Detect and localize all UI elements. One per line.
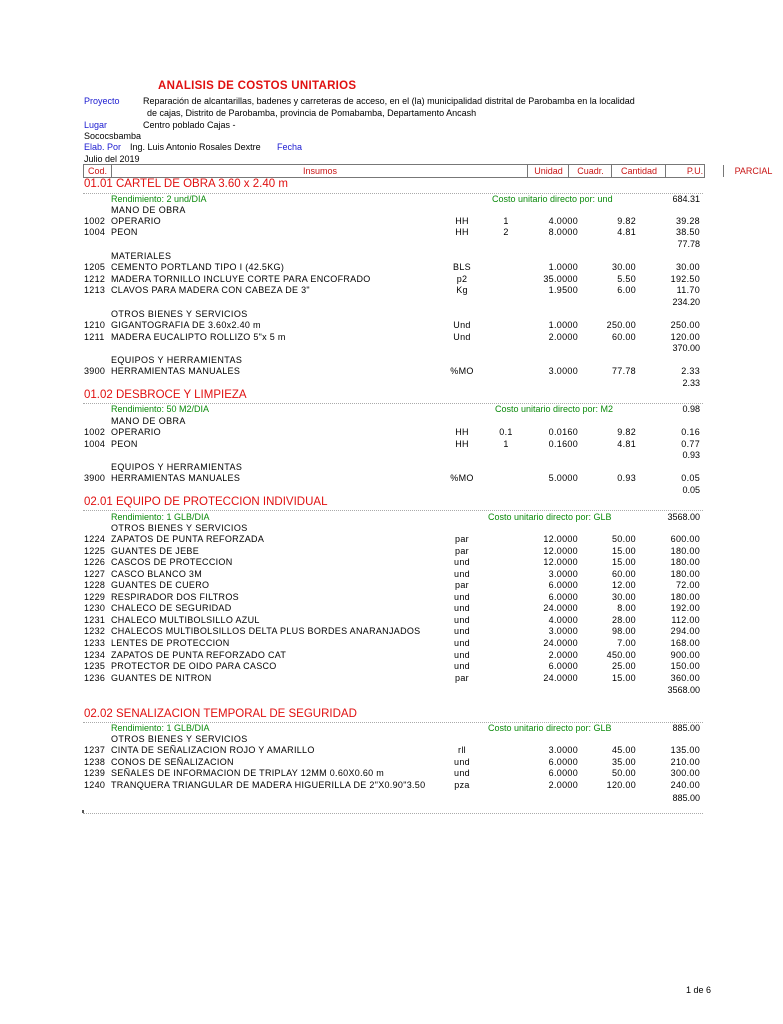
cell-cod: 1004 bbox=[84, 227, 106, 237]
table-row bbox=[0, 768, 768, 779]
cell-ca: 8.0000 bbox=[548, 227, 578, 237]
cell-un: p2 bbox=[456, 274, 468, 284]
cell-desc: GUANTES DE NITRON bbox=[111, 672, 212, 683]
table-row bbox=[0, 366, 768, 377]
costo-unitario-label: Costo unitario directo por: M2 bbox=[495, 404, 614, 414]
table-row bbox=[0, 592, 768, 603]
subtotal: 885.00 bbox=[672, 793, 700, 803]
cell-desc: CASCO BLANCO 3M bbox=[111, 568, 203, 579]
cell-ca: 35.0000 bbox=[543, 274, 578, 284]
cell-pu: 9.82 bbox=[617, 427, 636, 437]
table-row bbox=[0, 745, 768, 756]
cell-cu: 0.1 bbox=[499, 427, 513, 437]
category-label: OTROS BIENES Y SERVICIOS bbox=[111, 309, 248, 319]
lugar-label: Lugar bbox=[84, 120, 108, 130]
col-cuadr: Cuadr. bbox=[568, 165, 612, 177]
table-row bbox=[0, 439, 768, 450]
page-number: 1 de 6 bbox=[686, 985, 712, 995]
cell-desc: SEÑALES DE INFORMACION DE TRIPLAY 12MM 0.60X0.60 m bbox=[111, 768, 385, 779]
cell-un: und bbox=[454, 626, 470, 637]
cell-pu: 45.00 bbox=[611, 745, 636, 755]
table-end-divider bbox=[83, 813, 703, 814]
col-unidad: Unidad bbox=[527, 165, 569, 177]
cell-pa: 180.00 bbox=[670, 591, 700, 602]
cell-desc: ZAPATOS DE PUNTA REFORZADA bbox=[111, 534, 265, 544]
cell-pa: 192.50 bbox=[670, 274, 700, 284]
subtotal: 234.20 bbox=[672, 297, 700, 307]
cell-un: HH bbox=[455, 439, 469, 449]
cell-pa: 11.70 bbox=[676, 285, 700, 295]
proyecto-label: Proyecto bbox=[84, 96, 120, 106]
cell-ca: 12.0000 bbox=[543, 545, 578, 556]
cell-pa: 0.05 bbox=[681, 473, 700, 483]
subtotal: 370.00 bbox=[672, 343, 700, 353]
cell-pa: 0.77 bbox=[681, 439, 700, 449]
cell-ca: 24.0000 bbox=[543, 603, 578, 614]
category-label: EQUIPOS Y HERRAMIENTAS bbox=[111, 462, 243, 472]
cell-ca: 6.0000 bbox=[548, 768, 578, 779]
cell-un: par bbox=[455, 534, 469, 544]
table-row bbox=[0, 534, 768, 545]
cell-pu: 4.81 bbox=[617, 227, 636, 237]
costo-unitario-label: Costo unitario directo por: GLB bbox=[488, 723, 612, 733]
cell-un: und bbox=[454, 614, 470, 625]
table-row bbox=[0, 285, 768, 296]
cell-pa: 240.00 bbox=[670, 779, 700, 790]
cell-ca: 24.0000 bbox=[543, 637, 578, 648]
cell-un: und bbox=[454, 568, 470, 579]
cell-un: par bbox=[455, 672, 469, 683]
cell-pu: 6.00 bbox=[617, 285, 636, 295]
cell-pu: 30.00 bbox=[611, 591, 636, 602]
cell-desc: GIGANTOGRAFIA DE 3.60x2.40 m bbox=[111, 320, 261, 330]
cell-ca: 3.0000 bbox=[548, 366, 578, 376]
subtotal: 77.78 bbox=[677, 239, 700, 249]
cell-un: und bbox=[454, 768, 470, 779]
cell-un: BLS bbox=[453, 262, 471, 272]
cell-cod: 1205 bbox=[84, 262, 106, 272]
cell-cu: 1 bbox=[503, 216, 509, 226]
cell-desc: MADERA TORNILLO INCLUYE CORTE PARA ENCOFRADO bbox=[111, 274, 371, 284]
cell-pa: 192.00 bbox=[670, 603, 700, 614]
table-row bbox=[0, 473, 768, 484]
cell-cod: 3900 bbox=[84, 473, 106, 483]
cell-pu: 450.00 bbox=[606, 649, 636, 660]
category-label: MANO DE OBRA bbox=[111, 416, 186, 426]
cell-desc: RESPIRADOR DOS FILTROS bbox=[111, 591, 239, 602]
category-label: OTROS BIENES Y SERVICIOS bbox=[111, 734, 248, 744]
cell-cu: 2 bbox=[503, 227, 509, 237]
cell-pa: 600.00 bbox=[670, 534, 700, 544]
cell-un: und bbox=[454, 649, 470, 660]
cell-desc: TRANQUERA TRIANGULAR DE MADERA HIGUERILLA DE 2"X0.90"3.50 bbox=[111, 779, 426, 790]
col-insumos: Insumos bbox=[111, 165, 528, 177]
table-row bbox=[0, 580, 768, 591]
cell-pa: 294.00 bbox=[670, 626, 700, 637]
cell-ca: 24.0000 bbox=[543, 672, 578, 683]
cell-ca: 2.0000 bbox=[548, 649, 578, 660]
cell-un: HH bbox=[455, 227, 469, 237]
costo-unitario-value: 885.00 bbox=[672, 723, 700, 733]
section-title: 02.02 SENALIZACION TEMPORAL DE SEGURIDAD bbox=[84, 708, 357, 720]
subtotal: 0.93 bbox=[682, 450, 700, 460]
table-row bbox=[0, 780, 768, 791]
cell-un: rll bbox=[458, 745, 466, 755]
cell-desc: CHALECO MULTIBOLSILLO AZUL bbox=[111, 614, 260, 625]
cell-un: und bbox=[454, 661, 470, 672]
cell-desc: OPERARIO bbox=[111, 427, 161, 437]
cell-cod: 1237 bbox=[84, 745, 106, 755]
cell-ca: 1.0000 bbox=[548, 262, 578, 272]
cell-pu: 98.00 bbox=[611, 626, 636, 637]
cell-un: und bbox=[454, 557, 470, 568]
proyecto-line-1: Reparación de alcantarillas, badenes y carreteras de acceso, en el (la) municipalidad distrital de Parobamba en la localidad bbox=[143, 96, 635, 106]
cell-desc: HERRAMIENTAS MANUALES bbox=[111, 473, 241, 483]
rendimiento: Rendimiento: 2 und/DIA bbox=[111, 194, 207, 204]
table-row bbox=[0, 274, 768, 285]
table-row bbox=[0, 546, 768, 557]
cell-desc: CEMENTO PORTLAND TIPO I (42.5KG) bbox=[111, 262, 285, 272]
cell-ca: 5.0000 bbox=[548, 473, 578, 483]
cell-pu: 4.81 bbox=[617, 439, 636, 449]
cell-pa: 180.00 bbox=[670, 557, 700, 568]
cell-cod: 1229 bbox=[84, 591, 106, 602]
cell-desc: CONOS DE SEÑALIZACION bbox=[111, 756, 234, 767]
cell-cod: 1239 bbox=[84, 768, 106, 779]
cell-cod: 1235 bbox=[84, 661, 106, 672]
cell-desc: CINTA DE SEÑALIZACION ROJO Y AMARILLO bbox=[111, 745, 315, 755]
proyecto-line-2: de cajas, Distrito de Parobamba, provincia de Pomabamba, Departamento Ancash bbox=[147, 108, 477, 118]
cell-pa: 180.00 bbox=[670, 568, 700, 579]
cell-cod: 3900 bbox=[84, 366, 106, 376]
costo-unitario-value: 3568.00 bbox=[667, 512, 700, 522]
rendimiento: Rendimiento: 1 GLB/DIA bbox=[111, 723, 210, 733]
cell-desc: MADERA EUCALIPTO ROLLIZO 5"x 5 m bbox=[111, 332, 286, 342]
cell-ca: 2.0000 bbox=[548, 332, 578, 342]
cell-cod: 1240 bbox=[84, 779, 106, 790]
cell-desc: OPERARIO bbox=[111, 216, 161, 226]
cell-pa: 168.00 bbox=[670, 637, 700, 648]
cell-cod: 1004 bbox=[84, 439, 106, 449]
cell-ca: 1.9500 bbox=[548, 285, 578, 295]
table-row bbox=[0, 262, 768, 273]
cell-cod: 1210 bbox=[84, 320, 106, 330]
col-cantidad: Cantidad bbox=[611, 165, 666, 177]
cell-cod: 1225 bbox=[84, 545, 106, 556]
costo-unitario-value: 684.31 bbox=[672, 194, 700, 204]
cell-un: und bbox=[454, 603, 470, 614]
subtotal: 3568.00 bbox=[667, 685, 700, 695]
cell-ca: 6.0000 bbox=[548, 756, 578, 767]
cell-ca: 3.0000 bbox=[548, 745, 578, 755]
rendimiento: Rendimiento: 1 GLB/DIA bbox=[111, 512, 210, 522]
cell-pu: 50.00 bbox=[611, 768, 636, 779]
cell-pa: 135.00 bbox=[670, 745, 700, 755]
cell-cod: 1224 bbox=[84, 534, 106, 544]
cell-cod: 1212 bbox=[84, 274, 106, 284]
table-row bbox=[0, 320, 768, 331]
cell-desc: HERRAMIENTAS MANUALES bbox=[111, 366, 241, 376]
cell-pa: 120.00 bbox=[670, 332, 700, 342]
table-row bbox=[0, 557, 768, 568]
cell-un: Und bbox=[453, 332, 471, 342]
col-parcial: PARCIAL bbox=[723, 165, 783, 177]
costo-unitario-label: Costo unitario directo por: GLB bbox=[488, 512, 612, 522]
cell-ca: 3.0000 bbox=[548, 626, 578, 637]
cell-un: Kg bbox=[456, 285, 468, 295]
cell-pa: 210.00 bbox=[670, 756, 700, 767]
cell-ca: 3.0000 bbox=[548, 568, 578, 579]
category-label: EQUIPOS Y HERRAMIENTAS bbox=[111, 355, 243, 365]
cell-pu: 15.00 bbox=[611, 545, 636, 556]
table-row bbox=[0, 569, 768, 580]
subtotal: 0.05 bbox=[682, 485, 700, 495]
cell-pu: 50.00 bbox=[611, 534, 636, 544]
section-title: 01.01 CARTEL DE OBRA 3.60 x 2.40 m bbox=[84, 178, 288, 190]
costo-unitario-value: 0.98 bbox=[682, 404, 700, 414]
cell-pu: 250.00 bbox=[606, 320, 636, 330]
cell-pu: 12.00 bbox=[611, 580, 636, 591]
cell-ca: 4.0000 bbox=[548, 216, 578, 226]
cell-pu: 35.00 bbox=[611, 756, 636, 767]
category-label: MANO DE OBRA bbox=[111, 205, 186, 215]
table-row bbox=[0, 332, 768, 343]
cell-ca: 12.0000 bbox=[543, 557, 578, 568]
cell-pu: 120.00 bbox=[606, 779, 636, 790]
cell-desc: PEON bbox=[111, 227, 138, 237]
table-header bbox=[83, 164, 773, 178]
lugar-value-2: Sococsbamba bbox=[84, 131, 142, 141]
cell-desc: GUANTES DE CUERO bbox=[111, 580, 210, 591]
cell-cod: 1230 bbox=[84, 603, 106, 614]
cell-ca: 1.0000 bbox=[548, 320, 578, 330]
cell-cod: 1238 bbox=[84, 756, 106, 767]
cell-pu: 15.00 bbox=[611, 557, 636, 568]
table-row bbox=[0, 227, 768, 238]
cell-pa: 900.00 bbox=[670, 649, 700, 660]
cell-cod: 1213 bbox=[84, 285, 106, 295]
section-divider bbox=[83, 510, 703, 511]
cell-pa: 72.00 bbox=[675, 580, 700, 591]
cell-ca: 6.0000 bbox=[548, 661, 578, 672]
cell-pa: 180.00 bbox=[670, 545, 700, 556]
cell-desc: ZAPATOS DE PUNTA REFORZADO CAT bbox=[111, 649, 287, 660]
table-row bbox=[0, 661, 768, 672]
cell-cod: 1231 bbox=[84, 614, 106, 625]
cell-un: Und bbox=[453, 320, 471, 330]
elab-value: Ing. Luis Antonio Rosales Dextre bbox=[130, 142, 261, 152]
cell-desc: GUANTES DE JEBE bbox=[111, 545, 200, 556]
col-pu: P.U. bbox=[665, 165, 724, 177]
cell-un: HH bbox=[455, 216, 469, 226]
table-row bbox=[0, 650, 768, 661]
col-cod: Cod. bbox=[87, 166, 107, 176]
cell-pa: 250.00 bbox=[670, 320, 700, 330]
table-row bbox=[0, 615, 768, 626]
cell-cod: 1233 bbox=[84, 637, 106, 648]
table-row bbox=[0, 757, 768, 768]
table-row bbox=[0, 673, 768, 684]
section-title: 02.01 EQUIPO DE PROTECCION INDIVIDUAL bbox=[84, 496, 328, 508]
cell-pu: 5.50 bbox=[617, 274, 636, 284]
cell-desc: CHALECOS MULTIBOLSILLOS DELTA PLUS BORDES ANARANJADOS bbox=[111, 626, 421, 637]
document-title: ANALISIS DE COSTOS UNITARIOS bbox=[158, 80, 357, 92]
cell-ca: 6.0000 bbox=[548, 591, 578, 602]
cell-ca: 12.0000 bbox=[543, 534, 578, 544]
cell-cod: 1227 bbox=[84, 568, 106, 579]
cell-un: %MO bbox=[450, 366, 474, 376]
cell-pu: 60.00 bbox=[611, 332, 636, 342]
cell-pa: 150.00 bbox=[670, 661, 700, 672]
category-label: MATERIALES bbox=[111, 251, 172, 261]
cell-un: und bbox=[454, 591, 470, 602]
cell-ca: 0.1600 bbox=[548, 439, 578, 449]
cell-desc: PROTECTOR DE OIDO PARA CASCO bbox=[111, 661, 277, 672]
cell-pu: 0.93 bbox=[617, 473, 636, 483]
cell-pu: 8.00 bbox=[617, 603, 636, 614]
cell-ca: 0.0160 bbox=[548, 427, 578, 437]
cell-cod: 1002 bbox=[84, 427, 106, 437]
cell-cod: 1232 bbox=[84, 626, 106, 637]
elab-label: Elab. Por bbox=[84, 142, 122, 152]
cell-pa: 2.33 bbox=[681, 366, 700, 376]
cell-un: HH bbox=[455, 427, 469, 437]
cell-cod: 1236 bbox=[84, 672, 106, 683]
lugar-value: Centro poblado Cajas - bbox=[143, 120, 236, 130]
cell-un: %MO bbox=[450, 473, 474, 483]
cell-pu: 30.00 bbox=[611, 262, 636, 272]
cell-cod: 1211 bbox=[84, 332, 105, 342]
cell-un: pza bbox=[454, 779, 470, 790]
rendimiento: Rendimiento: 50 M2/DIA bbox=[111, 404, 210, 414]
cell-desc: PEON bbox=[111, 439, 138, 449]
table-row bbox=[0, 216, 768, 227]
cell-pa: 112.00 bbox=[671, 614, 700, 625]
subtotal: 2.33 bbox=[682, 378, 700, 388]
cell-ca: 6.0000 bbox=[548, 580, 578, 591]
table-row bbox=[0, 427, 768, 438]
cell-cod: 1228 bbox=[84, 580, 106, 591]
cell-un: par bbox=[455, 580, 469, 591]
cell-pu: 15.00 bbox=[611, 672, 636, 683]
cell-pa: 0.16 bbox=[681, 427, 700, 437]
cell-un: par bbox=[455, 545, 469, 556]
cell-desc: CLAVOS PARA MADERA CON CABEZA DE 3" bbox=[111, 285, 310, 295]
costo-unitario-label: Costo unitario directo por: und bbox=[492, 194, 613, 204]
cell-pu: 7.00 bbox=[617, 637, 636, 648]
category-label: OTROS BIENES Y SERVICIOS bbox=[111, 523, 248, 533]
cell-un: und bbox=[454, 637, 470, 648]
cell-un: und bbox=[454, 756, 470, 767]
cell-ca: 4.0000 bbox=[548, 614, 578, 625]
table-row bbox=[0, 626, 768, 637]
cell-pa: 360.00 bbox=[670, 672, 700, 683]
cell-pu: 9.82 bbox=[617, 216, 636, 226]
cell-pa: 38.50 bbox=[675, 227, 700, 237]
table-row bbox=[0, 638, 768, 649]
table-row bbox=[0, 603, 768, 614]
cell-pa: 300.00 bbox=[670, 768, 700, 779]
cell-pu: 60.00 bbox=[611, 568, 636, 579]
fecha-label: Fecha bbox=[277, 142, 303, 152]
fecha-value: Julio del 2019 bbox=[84, 154, 140, 164]
cell-desc: LENTES DE PROTECCION bbox=[111, 637, 230, 648]
cell-cod: 1226 bbox=[84, 557, 106, 568]
cell-pa: 39.28 bbox=[675, 216, 700, 226]
cell-cod: 1234 bbox=[84, 649, 106, 660]
section-title: 01.02 DESBROCE Y LIMPIEZA bbox=[84, 389, 247, 401]
cell-ca: 2.0000 bbox=[548, 779, 578, 790]
cell-cu: 1 bbox=[503, 439, 509, 449]
cell-pu: 28.00 bbox=[611, 614, 636, 625]
cell-desc: CHALECO DE SEGURIDAD bbox=[111, 603, 232, 614]
cell-cod: 1002 bbox=[84, 216, 106, 226]
cell-desc: CASCOS DE PROTECCION bbox=[111, 557, 233, 568]
cell-pa: 30.00 bbox=[675, 262, 700, 272]
cell-pu: 25.00 bbox=[611, 661, 636, 672]
cell-pu: 77.78 bbox=[611, 366, 636, 376]
